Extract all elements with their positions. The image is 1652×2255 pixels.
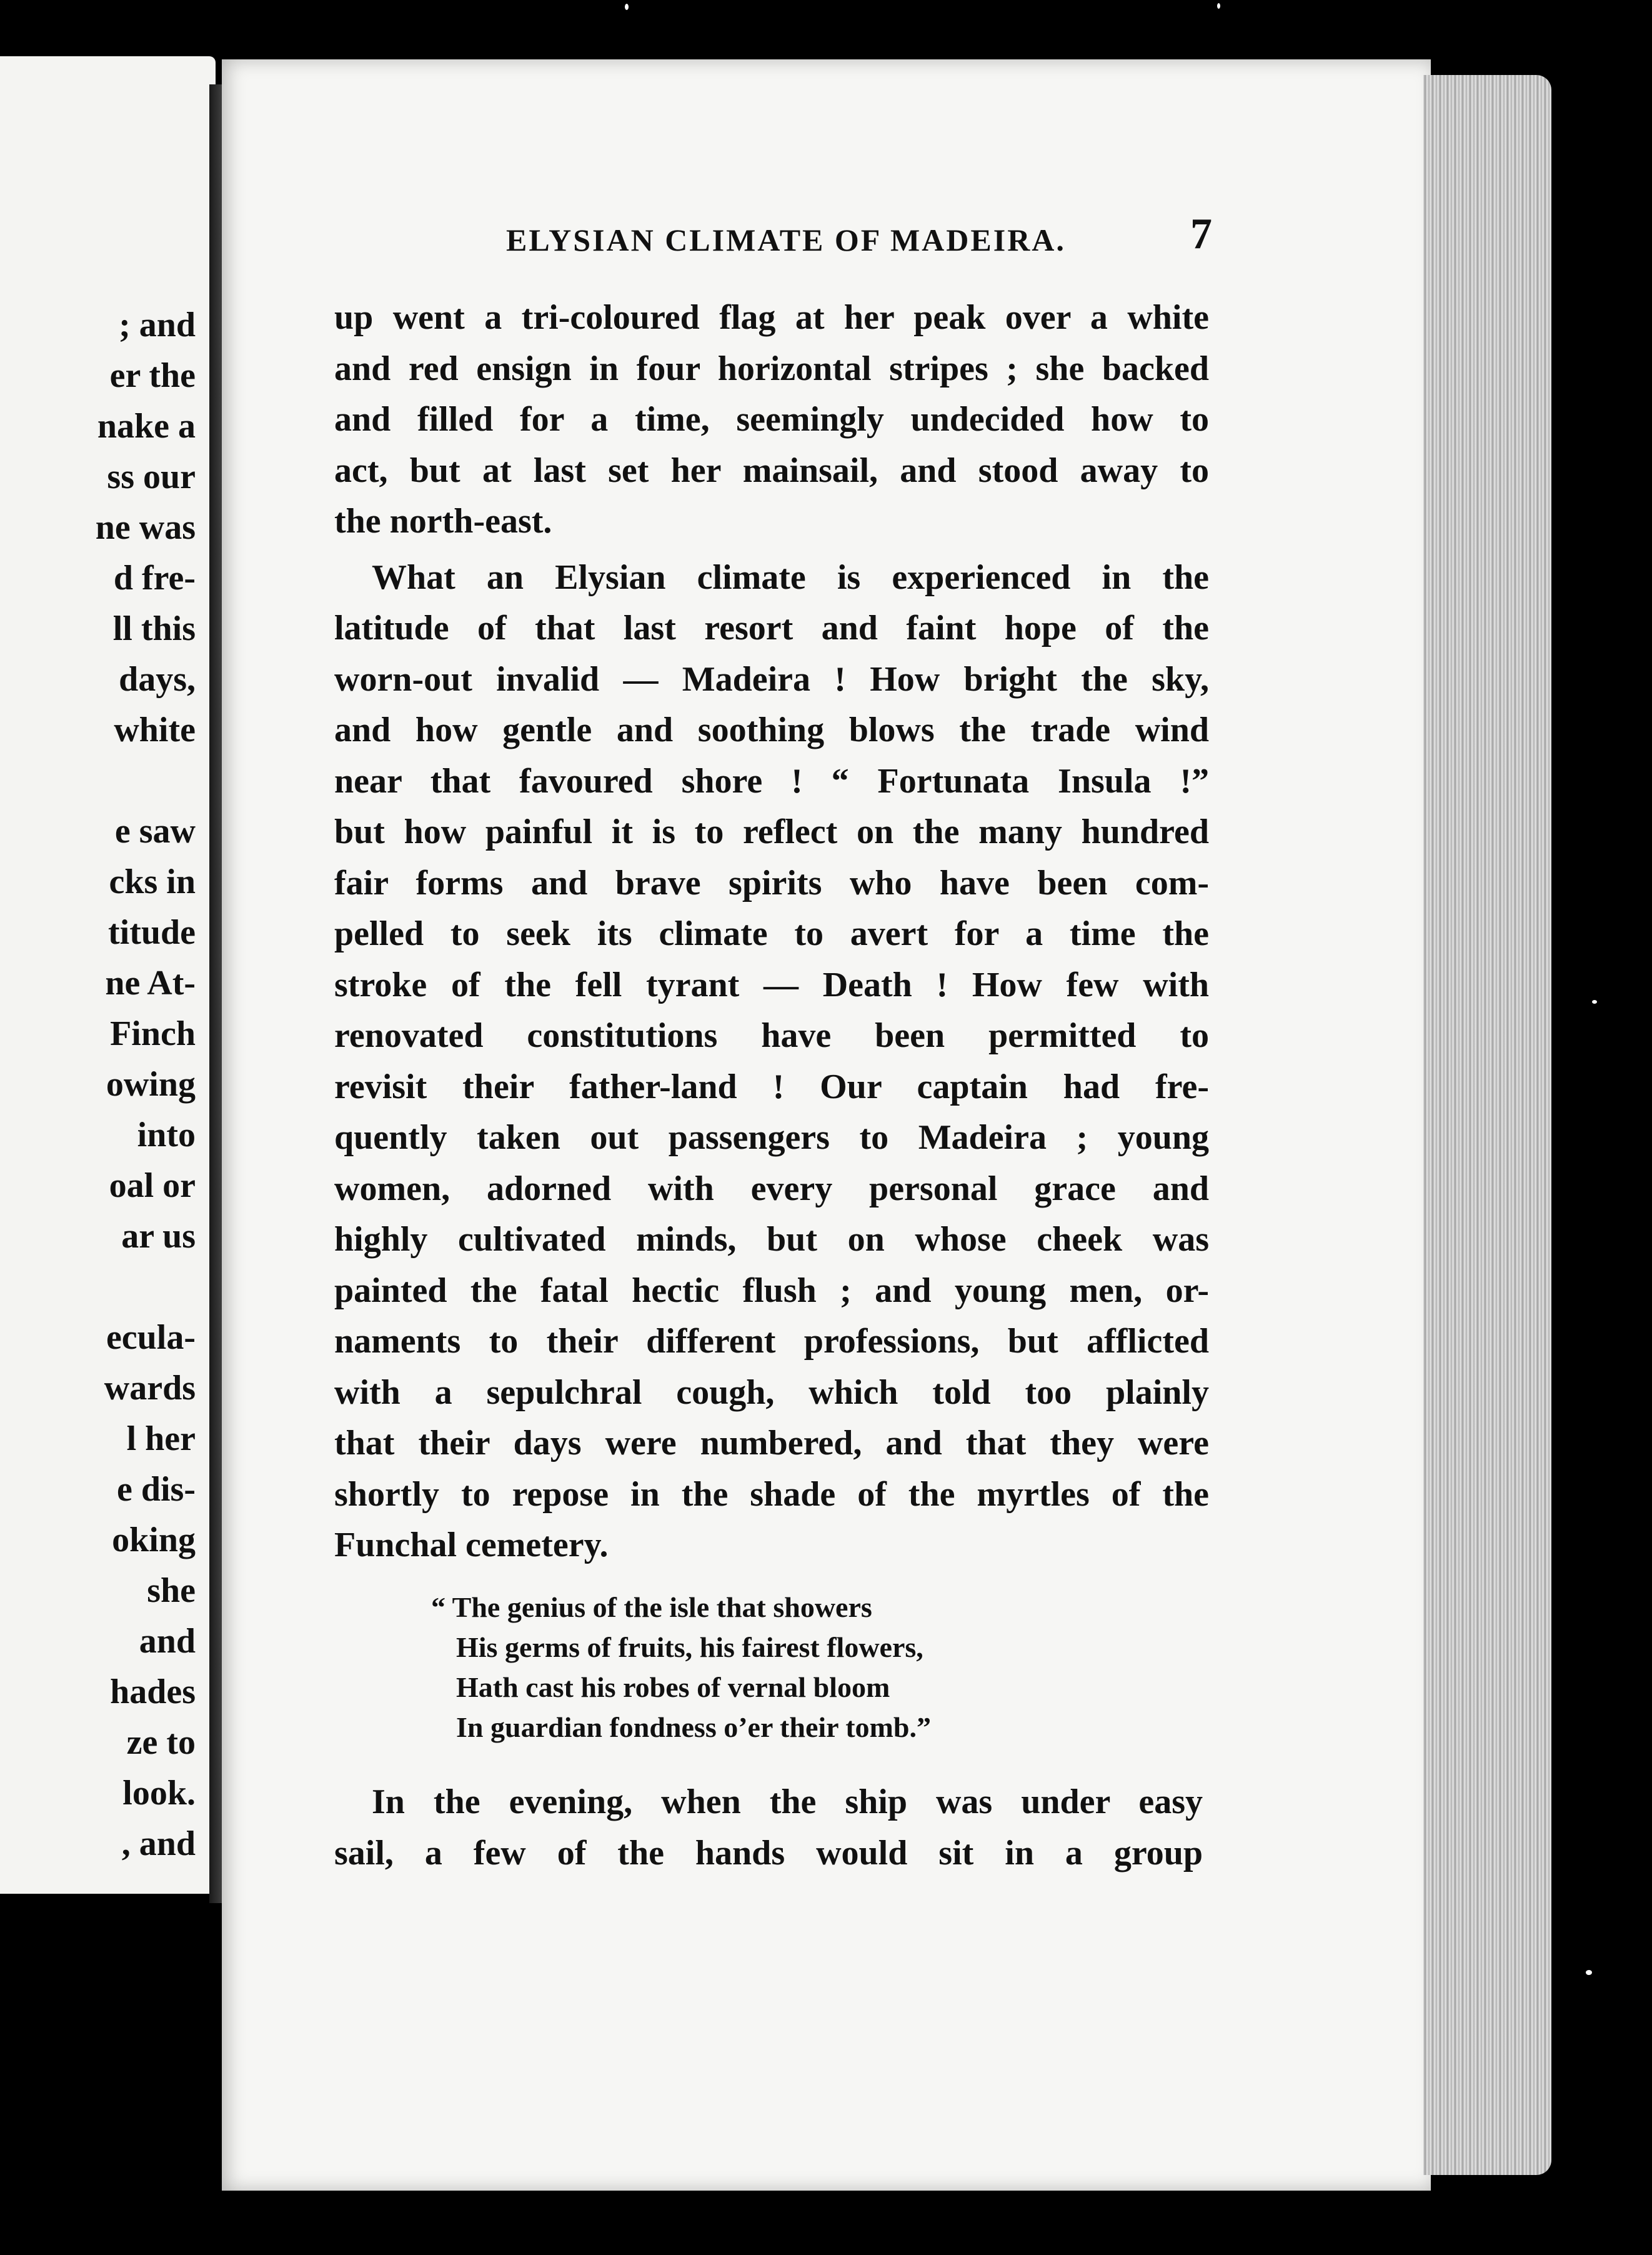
- text-line: near that favoured shore ! “ Fortunata Insula !”: [334, 761, 1209, 801]
- left-page-line: cks in: [109, 862, 196, 901]
- left-page-line: [0, 756, 196, 806]
- text-line: In the evening, when the ship was under easy: [372, 1782, 1203, 1821]
- text-line: renovated constitutions have been permitted to: [334, 1016, 1209, 1055]
- verse-line: In guardian fondness o’er their tomb.”: [456, 1711, 931, 1743]
- scan-speck: [1586, 1970, 1592, 1975]
- text-line: and red ensign in four horizontal stripes ; she backed: [334, 349, 1209, 388]
- text-line: but how painful it is to reflect on the many hundred: [334, 812, 1209, 851]
- left-page-line: and: [139, 1622, 196, 1661]
- text-line: that their days were numbered, and that they were: [334, 1424, 1209, 1462]
- text-line: naments to their different professions, but afflicted: [334, 1322, 1209, 1361]
- left-page-line: e saw: [114, 812, 196, 851]
- scan-speck: [1217, 3, 1220, 9]
- text-line: up went a tri-coloured flag at her peak over a white: [334, 298, 1209, 337]
- left-page-line: wards: [104, 1369, 196, 1408]
- left-page-line: hades: [110, 1672, 196, 1711]
- left-page-line: e dis-: [117, 1470, 196, 1509]
- text-line: and filled for a time, seemingly undecided how to: [334, 400, 1209, 439]
- text-line: latitude of that last resort and faint hope of the: [334, 609, 1209, 648]
- text-line: worn-out invalid — Madeira ! How bright the sky,: [334, 659, 1209, 699]
- text-line: the north-east.: [334, 502, 552, 541]
- verse-line: His germs of fruits, his fairest flowers,: [456, 1631, 923, 1663]
- left-page-line: ; and: [119, 306, 196, 344]
- running-head: ELYSIAN CLIMATE OF MADEIRA.: [506, 222, 1066, 258]
- text-line: Funchal cemetery.: [334, 1526, 609, 1564]
- text-line: shortly to repose in the shade of the myrtles of the: [334, 1474, 1209, 1514]
- left-page-line: ze to: [126, 1723, 196, 1762]
- text-line: women, adorned with every personal grace and: [334, 1169, 1209, 1208]
- text-line: sail, a few of the hands would sit in a group: [334, 1833, 1203, 1872]
- left-page: [0, 56, 216, 1894]
- left-page-line: , and: [121, 1824, 196, 1863]
- left-page-line: ss our: [107, 458, 196, 496]
- text-line: What an Elysian climate is experienced in the: [372, 558, 1209, 597]
- left-page-line: l her: [126, 1419, 196, 1458]
- paragraph-3: [334, 1777, 1203, 1879]
- verse-line: “ The genius of the isle that showers: [431, 1591, 872, 1623]
- left-page-line: er the: [109, 356, 196, 395]
- left-page-line: look.: [122, 1774, 196, 1812]
- scan-speck: [1592, 1000, 1597, 1004]
- left-page-line: owing: [106, 1065, 196, 1104]
- body-text: [334, 292, 1209, 1571]
- text-line: painted the fatal hectic flush ; and young men, or-: [334, 1271, 1209, 1310]
- verse-quotation: [431, 1588, 931, 1748]
- text-line: with a sepulchral cough, which told too plainly: [334, 1372, 1209, 1412]
- left-page-line: nake a: [97, 407, 196, 446]
- left-page-line: white: [114, 711, 196, 749]
- text-line: highly cultivated minds, but on whose cheek was: [334, 1220, 1209, 1259]
- text-line: pelled to seek its climate to avert for a time the: [334, 914, 1209, 953]
- paragraph-1: [334, 292, 1209, 548]
- text-line: stroke of the fell tyrant — Death ! How few with: [334, 965, 1209, 1004]
- page-edges: [1423, 75, 1551, 2175]
- left-page-text: [0, 56, 216, 1869]
- text-line: and how gentle and soothing blows the trade wind: [334, 711, 1209, 749]
- left-page-line: ecula-: [106, 1318, 196, 1357]
- left-page-line: she: [147, 1571, 196, 1610]
- left-page-line: oking: [112, 1521, 196, 1559]
- text-line: fair forms and brave spirits who have been com-: [334, 863, 1209, 902]
- text-line: revisit their father-land ! Our captain had fre-: [334, 1067, 1209, 1106]
- left-page-line: d fre-: [113, 559, 196, 598]
- page-number: 7: [1190, 210, 1212, 258]
- left-page-line: ne At-: [105, 964, 196, 1002]
- left-page-line: titude: [108, 913, 196, 952]
- verse-line: Hath cast his robes of vernal bloom: [456, 1671, 890, 1703]
- scan-speck: [625, 4, 629, 10]
- left-page-line: into: [137, 1116, 196, 1154]
- paragraph-2: [334, 552, 1209, 1571]
- left-page-line: [0, 1262, 196, 1312]
- left-page-line: ll this: [112, 609, 196, 648]
- text-line: act, but at last set her mainsail, and stood away to: [334, 451, 1209, 490]
- text-line: quently taken out passengers to Madeira ; young: [334, 1118, 1209, 1157]
- left-page-line: ar us: [121, 1217, 196, 1256]
- left-page-line: days,: [119, 660, 196, 699]
- left-page-line: oal or: [109, 1166, 196, 1205]
- left-page-line: Finch: [110, 1014, 196, 1053]
- left-page-line: ne was: [95, 508, 196, 547]
